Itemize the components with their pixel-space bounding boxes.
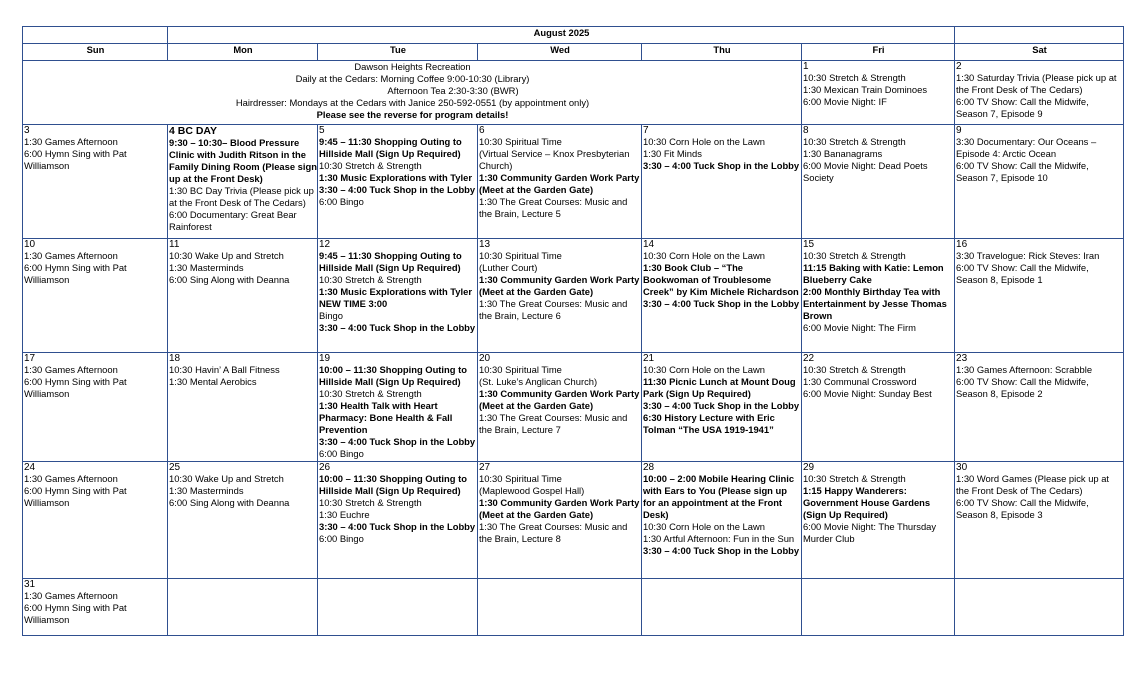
event-line: 6:00 Hymn Sing with Pat Williamson	[24, 262, 127, 285]
day-number: 16	[956, 239, 968, 250]
banner-hairdresser: Hairdresser: Mondays at the Cedars with Janice 250-592-0551 (by appointment only)	[235, 97, 590, 108]
day-cell	[478, 462, 642, 579]
event-line: 3:30 – 4:00 Tuck Shop in the Lobby	[319, 521, 476, 532]
day-number: 26	[319, 462, 331, 473]
banner-daily: Daily at the Cedars: Morning Coffee 9:00-10:30 (Library)	[295, 73, 530, 84]
day-number: 29	[803, 462, 815, 473]
day-cell	[318, 239, 478, 353]
event-line: 6:00 TV Show: Call the Midwife, Season 8, Episode 2	[956, 376, 1089, 399]
day-cell	[802, 239, 955, 353]
day-number: 21	[643, 353, 655, 364]
month-title: August 2025	[168, 27, 955, 44]
event-line: 1:30 Music Explorations with Tyler	[319, 286, 472, 297]
event-line: 6:00 TV Show: Call the Midwife, Season 7, Episode 10	[956, 160, 1089, 183]
event-line: 10:00 – 2:00 Mobile Hearing Clinic with Ears to You (Please sign up for an appointment at the Front Desk)	[643, 473, 795, 520]
day-number: 25	[169, 462, 181, 473]
day-cell	[955, 462, 1124, 579]
empty-cell	[478, 579, 642, 636]
event-line: 6:00 Documentary: Great Bear Rainforest	[169, 209, 297, 232]
day-number: 5	[319, 125, 325, 136]
day-number: 30	[956, 462, 968, 473]
event-line: 1:30 Mental Aerobics	[169, 376, 257, 387]
event-line: 10:30 Stretch & Strength	[319, 274, 422, 285]
day-number: 23	[956, 353, 968, 364]
day-cell	[168, 239, 318, 353]
day-cell	[802, 353, 955, 462]
day-cell	[318, 125, 478, 239]
event-line: 6:00 Hymn Sing with Pat Williamson	[24, 485, 127, 508]
event-line: 3:30 – 4:00 Tuck Shop in the Lobby	[319, 322, 476, 333]
event-line: 1:30 Games Afternoon: Scrabble	[956, 364, 1093, 375]
event-line: 10:30 Spiritual Time	[479, 250, 562, 261]
event-line: 9:45 – 11:30 Shopping Outing to Hillside Mall (Sign Up Required)	[319, 250, 462, 273]
event-line: 6:00 Hymn Sing with Pat Williamson	[24, 602, 127, 625]
event-line: 1:30 Music Explorations with Tyler	[319, 172, 472, 183]
event-line: 6:00 Movie Night: IF	[803, 96, 887, 107]
event-line: 3:30 Documentary: Our Oceans – Episode 4: Arctic Ocean	[956, 136, 1097, 159]
event-line: 3:30 – 4:00 Tuck Shop in the Lobby	[319, 184, 476, 195]
event-line: 6:00 Bingo	[319, 533, 364, 544]
event-line: 10:30 Stretch & Strength	[803, 473, 906, 484]
calendar	[22, 26, 1123, 636]
day-cell	[23, 239, 168, 353]
event-line: 10:30 Spiritual Time	[479, 364, 562, 375]
event-line: 1:30 BC Day Trivia (Please pick up at the Front Desk of The Cedars)	[169, 185, 314, 208]
event-line: (Maplewood Gospel Hall)	[479, 485, 585, 496]
event-line: 9:45 – 11:30 Shopping Outing to Hillside Mall (Sign Up Required)	[319, 136, 462, 159]
day-cell	[23, 353, 168, 462]
day-number: 15	[803, 239, 815, 250]
event-line: 1:30 Games Afternoon	[24, 136, 118, 147]
day-number: 1	[803, 61, 809, 72]
event-line: 6:00 Movie Night: Sunday Best	[803, 388, 932, 399]
event-line: 1:30 The Great Courses: Music and the Brain, Lecture 5	[479, 196, 628, 219]
event-line: 1:30 Games Afternoon	[24, 590, 118, 601]
event-line: (Luther Court)	[479, 262, 538, 273]
empty-cell	[318, 579, 478, 636]
day-number: 14	[643, 239, 655, 250]
day-cell	[478, 125, 642, 239]
event-line: (St. Luke’s Anglican Church)	[479, 376, 598, 387]
event-line: 10:30 Stretch & Strength	[803, 364, 906, 375]
event-line: 1:30 Masterminds	[169, 262, 244, 273]
day-cell	[23, 579, 168, 636]
day-number: 31	[24, 579, 36, 590]
day-cell	[168, 125, 318, 239]
event-line: 1:30 Health Talk with Heart Pharmacy: Bone Health & Fall Prevention	[319, 400, 453, 435]
event-line: 10:00 – 11:30 Shopping Outing to Hillside Mall (Sign Up Required)	[319, 473, 467, 496]
event-line: 6:00 Hymn Sing with Pat Williamson	[24, 148, 127, 171]
day-cell	[318, 462, 478, 579]
day-number: 17	[24, 353, 36, 364]
event-line: 1:30 Games Afternoon	[24, 473, 118, 484]
event-line: (Virtual Service – Knox Presbyterian Church)	[479, 148, 630, 171]
day-number: 11	[169, 239, 180, 250]
event-line: 6:00 Bingo	[319, 448, 364, 459]
event-line: 3:30 – 4:00 Tuck Shop in the Lobby	[643, 160, 800, 171]
weekday-tue: Tue	[318, 44, 478, 61]
event-line: 1:30 Community Garden Work Party (Meet at the Garden Gate)	[479, 274, 640, 297]
event-line: 3:30 – 4:00 Tuck Shop in the Lobby	[643, 545, 800, 556]
empty-cell	[642, 579, 802, 636]
event-line: 1:30 Community Garden Work Party (Meet at the Garden Gate)	[479, 497, 640, 520]
event-line: 6:00 Hymn Sing with Pat Williamson	[24, 376, 127, 399]
event-line: 1:30 Saturday Trivia (Please pick up at the Front Desk of The Cedars)	[956, 72, 1117, 95]
day-cell	[642, 125, 802, 239]
event-line: 6:00 TV Show: Call the Midwife, Season 8, Episode 1	[956, 262, 1089, 285]
day-number: 6	[479, 125, 485, 136]
day-cell	[23, 462, 168, 579]
event-line: 6:00 TV Show: Call the Midwife, Season 7, Episode 9	[956, 96, 1089, 119]
day-cell	[168, 353, 318, 462]
event-line: 1:30 The Great Courses: Music and the Brain, Lecture 6	[479, 298, 628, 321]
day-cell	[478, 239, 642, 353]
day-cell	[955, 61, 1124, 125]
event-line: 10:00 – 11:30 Shopping Outing to Hillside Mall (Sign Up Required)	[319, 364, 467, 387]
day-number: 19	[319, 353, 331, 364]
event-line: 3:30 – 4:00 Tuck Shop in the Lobby	[319, 436, 476, 447]
event-line: 1:15 Happy Wanderers: Government House Gardens (Sign Up Required)	[803, 485, 931, 520]
day-number: 12	[319, 239, 331, 250]
event-line: 1:30 Mexican Train Dominoes	[803, 84, 928, 95]
day-number: 3	[24, 125, 30, 136]
event-line: 3:30 Travelogue: Rick Steves: Iran	[956, 250, 1100, 261]
day-cell	[955, 239, 1124, 353]
day-cell	[642, 239, 802, 353]
event-line: 1:30 Book Club – “The Bookwoman of Troublesome Creek” by Kim Michele Richardson	[643, 262, 799, 297]
event-line: 10:30 Corn Hole on the Lawn	[643, 521, 765, 532]
event-line: 2:00 Monthly Birthday Tea with Entertainment by Jesse Thomas Brown	[803, 286, 947, 321]
day-cell	[642, 353, 802, 462]
event-line: 10:30 Spiritual Time	[479, 473, 562, 484]
event-line: 10:30 Corn Hole on the Lawn	[643, 364, 765, 375]
event-line: Bingo	[319, 310, 343, 321]
event-line: 10:30 Corn Hole on the Lawn	[643, 250, 765, 261]
event-line: 10:30 Stretch & Strength	[803, 250, 906, 261]
event-line: 1:30 Euchre	[319, 509, 370, 520]
empty-cell	[168, 579, 318, 636]
event-line: 3:30 – 4:00 Tuck Shop in the Lobby	[643, 298, 800, 309]
day-number: 27	[479, 462, 491, 473]
event-line: 6:30 History Lecture with Eric Tolman “The USA 1919-1941”	[643, 412, 775, 435]
banner-tea: Afternoon Tea 2:30-3:30 (BWR)	[387, 85, 519, 96]
day-number: 10	[24, 239, 36, 250]
event-line: 6:00 Sing Along with Deanna	[169, 497, 290, 508]
event-line: 10:30 Stretch & Strength	[319, 497, 422, 508]
day-number: 22	[803, 353, 815, 364]
event-line: 3:30 – 4:00 Tuck Shop in the Lobby	[643, 400, 800, 411]
day-cell	[168, 462, 318, 579]
event-line: 10:30 Stretch & Strength	[319, 388, 422, 399]
day-number: 8	[803, 125, 809, 136]
event-line: 1:30 The Great Courses: Music and the Brain, Lecture 8	[479, 521, 628, 544]
event-line: 1:30 Bananagrams	[803, 148, 883, 159]
event-line: 10:30 Wake Up and Stretch	[169, 250, 284, 261]
event-line: 6:00 Movie Night: Dead Poets Society	[803, 160, 928, 183]
event-line: 1:30 Artful Afternoon: Fun in the Sun	[643, 533, 795, 544]
event-line: 1:30 Games Afternoon	[24, 364, 118, 375]
day-cell	[642, 462, 802, 579]
day-cell	[955, 125, 1124, 239]
event-line: 1:30 Communal Crossword	[803, 376, 917, 387]
event-line: 10:30 Stretch & Strength	[319, 160, 422, 171]
event-line: 6:00 TV Show: Call the Midwife, Season 8, Episode 3	[956, 497, 1089, 520]
day-number: 2	[956, 61, 962, 72]
day-cell	[955, 353, 1124, 462]
recreation-banner	[23, 61, 802, 125]
empty-cell	[955, 579, 1124, 636]
event-line: 10:30 Spiritual Time	[479, 136, 562, 147]
day-number: 9	[956, 125, 962, 136]
event-line: 11:15 Baking with Katie: Lemon Blueberry Cake	[803, 262, 944, 285]
event-line: 1:30 The Great Courses: Music and the Brain, Lecture 7	[479, 412, 628, 435]
weekday-sat: Sat	[955, 44, 1124, 61]
event-line: 10:30 Havin’ A Ball Fitness	[169, 364, 280, 375]
day-cell	[802, 462, 955, 579]
event-line: 6:00 Movie Night: The Thursday Murder Club	[803, 521, 937, 544]
day-number: 18	[169, 353, 181, 364]
title-spacer-left	[23, 27, 168, 44]
day-number: 4 BC DAY	[169, 125, 218, 137]
day-cell	[23, 125, 168, 239]
event-line: 10:30 Stretch & Strength	[803, 136, 906, 147]
event-line: 10:30 Corn Hole on the Lawn	[643, 136, 765, 147]
day-cell	[802, 125, 955, 239]
empty-cell	[802, 579, 955, 636]
weekday-mon: Mon	[168, 44, 318, 61]
weekday-fri: Fri	[802, 44, 955, 61]
day-number: 7	[643, 125, 649, 136]
weekday-sun: Sun	[23, 44, 168, 61]
event-line: 1:30 Word Games (Please pick up at the Front Desk of The Cedars)	[956, 473, 1110, 496]
event-line: 1:30 Masterminds	[169, 485, 244, 496]
event-line: 1:30 Community Garden Work Party (Meet at the Garden Gate)	[479, 172, 640, 195]
weekday-wed: Wed	[478, 44, 642, 61]
event-line: 9:30 – 10:30– Blood Pressure Clinic with Judith Ritson in the Family Dining Room (Please sign up at the Front Desk)	[169, 137, 317, 184]
title-spacer-right	[955, 27, 1124, 44]
event-line: 6:00 Bingo	[319, 196, 364, 207]
day-cell	[478, 353, 642, 462]
event-line: 10:30 Wake Up and Stretch	[169, 473, 284, 484]
event-line: 1:30 Community Garden Work Party (Meet at the Garden Gate)	[479, 388, 640, 411]
event-line: 6:00 Movie Night: The Firm	[803, 322, 916, 333]
day-cell	[802, 61, 955, 125]
event-line: 6:00 Sing Along with Deanna	[169, 274, 290, 285]
event-line: 1:30 Fit Minds	[643, 148, 702, 159]
banner-note: Please see the reverse for program details!	[316, 109, 509, 120]
day-number: 24	[24, 462, 36, 473]
day-cell	[318, 353, 478, 462]
weekday-thu: Thu	[642, 44, 802, 61]
event-line: NEW TIME 3:00	[319, 298, 388, 309]
event-line: 11:30 Picnic Lunch at Mount Doug Park (Sign Up Required)	[643, 376, 796, 399]
banner-heading: Dawson Heights Recreation	[354, 61, 471, 72]
day-number: 28	[643, 462, 655, 473]
calendar-grid	[22, 26, 1124, 636]
event-line: 10:30 Stretch & Strength	[803, 72, 906, 83]
day-number: 13	[479, 239, 491, 250]
event-line: 1:30 Games Afternoon	[24, 250, 118, 261]
day-number: 20	[479, 353, 491, 364]
